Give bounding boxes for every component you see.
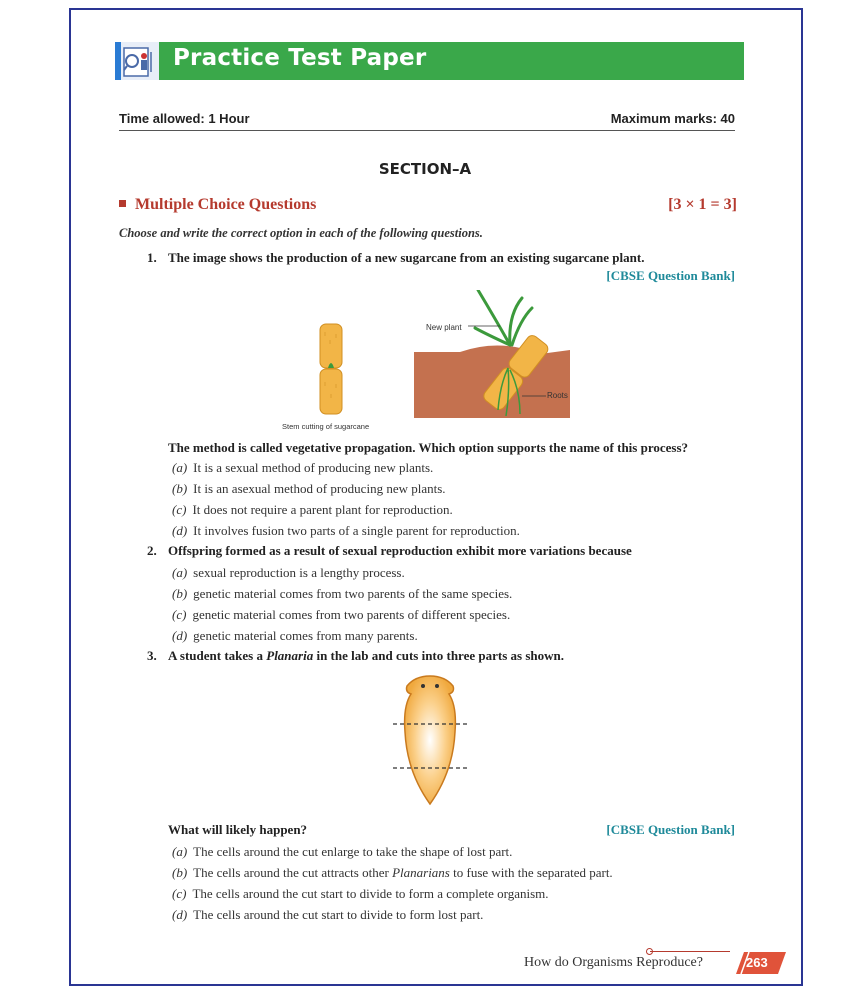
stem-cutting-illustration — [320, 324, 342, 414]
sugarcane-propagation-figure — [270, 290, 590, 436]
footer-rule — [650, 951, 730, 952]
question-3-followup: What will likely happen? — [168, 822, 308, 837]
new-plant-label: New plant — [426, 323, 462, 332]
page-frame — [69, 8, 803, 986]
option-1d[interactable]: (d) It involves fusion two parts of a single parent for reproduction. — [172, 523, 520, 538]
exam-meta — [119, 110, 735, 131]
option-3c[interactable]: (c) The cells around the cut start to divide to form a complete organism. — [172, 886, 549, 901]
page-number: 263 — [746, 955, 768, 970]
question-2-number: 2. — [147, 543, 157, 558]
option-2a[interactable]: (a) sexual reproduction is a lengthy process. — [172, 565, 405, 580]
question-1-followup: The method is called vegetative propagation. Which option supports the name of this process? — [168, 440, 689, 455]
question-2-text: Offspring formed as a result of sexual reproduction exhibit more variations because — [168, 543, 632, 558]
time-allowed: Time allowed: 1 Hour — [119, 111, 250, 126]
option-1c[interactable]: (c) It does not require a parent plant for reproduction. — [172, 502, 453, 517]
option-3b[interactable]: (b) The cells around the cut attracts other Planarians to fuse with the separated part. — [172, 865, 613, 880]
question-1-number: 1. — [147, 250, 157, 265]
mcq-marks: [3 × 1 = 3] — [668, 196, 737, 213]
instructions: Choose and write the correct option in each of the following questions. — [119, 226, 483, 240]
title-banner — [115, 42, 744, 80]
option-1a[interactable]: (a) It is a sexual method of producing new plants. — [172, 460, 434, 475]
question-1-text: The image shows the production of a new sugarcane from an existing sugarcane plant. — [168, 250, 645, 265]
question-3-number: 3. — [147, 648, 157, 663]
option-2b[interactable]: (b) genetic material comes from two parents of the same species. — [172, 586, 513, 601]
roots-label: Roots — [547, 391, 568, 400]
planaria-figure — [385, 672, 475, 810]
option-2d[interactable]: (d) genetic material comes from many parents. — [172, 628, 418, 643]
option-2c[interactable]: (c) genetic material comes from two parents of different species. — [172, 607, 511, 622]
option-3d[interactable]: (d) The cells around the cut start to divide to form lost part. — [172, 907, 484, 922]
question-3-source: [CBSE Question Bank] — [606, 822, 735, 837]
question-1-source: [CBSE Question Bank] — [606, 268, 735, 283]
test-paper-icon — [115, 42, 159, 80]
square-bullet-icon — [119, 200, 126, 207]
option-1b[interactable]: (b) It is an asexual method of producing new plants. — [172, 481, 446, 496]
mcq-heading — [119, 196, 316, 214]
max-marks: Maximum marks: 40 — [610, 111, 735, 126]
page-title: Practice Test Paper — [173, 45, 427, 71]
option-3a[interactable]: (a) The cells around the cut enlarge to take the shape of lost part. — [172, 844, 513, 859]
section-heading: SECTION–A — [378, 160, 472, 178]
stem-cutting-label: Stem cutting of sugarcane — [282, 422, 370, 431]
mcq-title: Multiple Choice Questions — [135, 196, 317, 213]
chapter-name: How do Organisms Reproduce? — [524, 955, 703, 970]
question-3-text: A student takes a Planaria in the lab and cuts into three parts as shown. — [168, 648, 564, 663]
